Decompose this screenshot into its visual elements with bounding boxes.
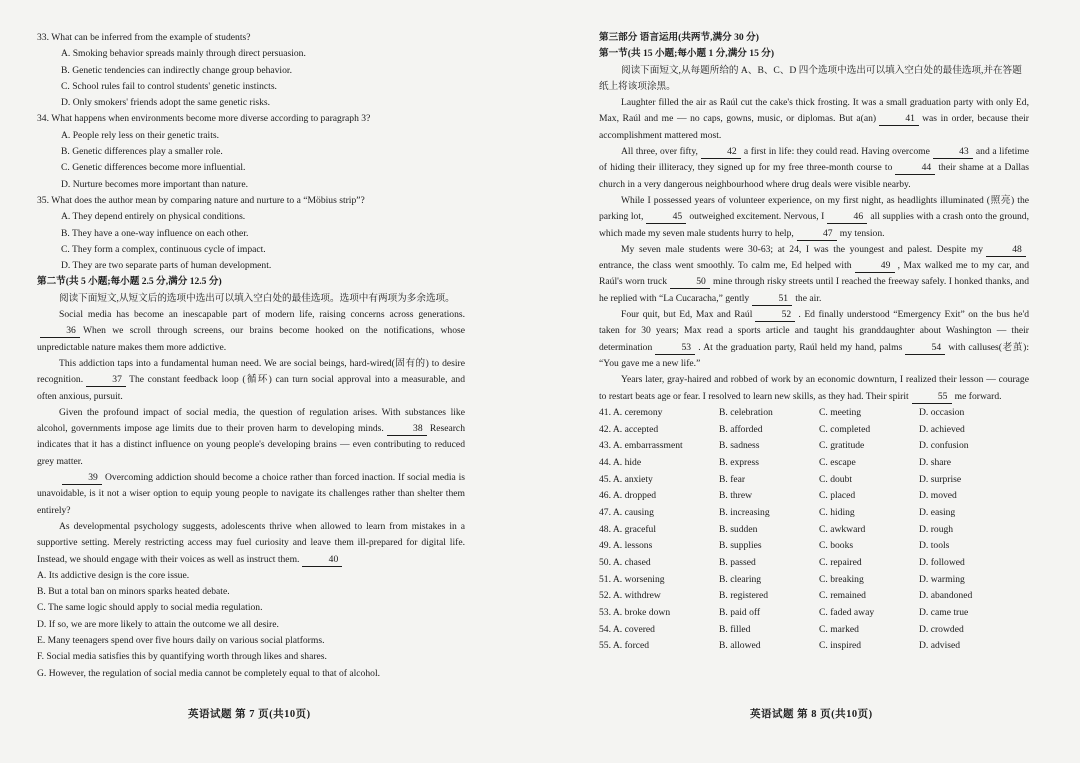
answer-choice: D. advised bbox=[919, 640, 961, 652]
blank-50: 50 bbox=[670, 276, 710, 289]
section-2-instructions: 阅读下面短文,从短文后的选项中选出可以填入空白处的最佳选项。选项中有两项为多余选项。 bbox=[59, 292, 455, 304]
blank-45: 45 bbox=[646, 211, 686, 224]
answer-choice: D. warming bbox=[919, 573, 965, 585]
page-footer-8: 英语试题 第 8 页(共10页) bbox=[750, 709, 873, 720]
answer-row bbox=[599, 455, 1029, 472]
answer-choice: D. occasion bbox=[919, 406, 965, 418]
cloze-text: My seven male students were 30-63; at 24, I was the youngest and palest. Despite my bbox=[621, 243, 983, 255]
question-35 bbox=[37, 193, 465, 274]
question-34 bbox=[37, 111, 465, 192]
answer-row bbox=[599, 555, 1029, 572]
blank-51: 51 bbox=[752, 293, 792, 306]
answer-choice: C. completed bbox=[819, 423, 871, 435]
section-1-instructions: 阅读下面短文,从每题所给的 A、B、C、D 四个选项中选出可以填入空白处的最佳选项,并在答题纸上将该项涂黑。 bbox=[599, 64, 1022, 92]
option-c: C. Genetic differences become more influential. bbox=[61, 162, 246, 174]
cloze-text: . Ed finally understood “Emergency Exit” on the bus he'd taken for 30 years; Max read a sports article and taught his granddaughter about Washington — their determination bbox=[599, 309, 1029, 353]
cloze-text: entrance, the class went smoothly. To calm me, Ed helped with bbox=[599, 260, 852, 272]
section-1-title: 第一节(共 15 小题;每小题 1 分,满分 15 分) bbox=[599, 48, 775, 60]
option-a: A. They depend entirely on physical conditions. bbox=[61, 211, 246, 223]
cloze-text: a first in life: they could read. Having overcome bbox=[743, 146, 930, 158]
blank-39: 39 bbox=[62, 472, 102, 485]
answer-choice: C. repaired bbox=[819, 557, 862, 569]
page-footer-7: 英语试题 第 7 页(共10页) bbox=[188, 709, 311, 720]
answer-choice: D. confusion bbox=[919, 440, 969, 452]
question-33 bbox=[37, 30, 465, 111]
answer-row bbox=[599, 572, 1029, 589]
passage-paragraph bbox=[37, 470, 465, 519]
blank-37: 37 bbox=[86, 374, 126, 387]
answer-row bbox=[599, 472, 1029, 489]
passage-paragraph bbox=[37, 519, 465, 568]
answer-choice: C. awkward bbox=[819, 523, 866, 535]
blank-43: 43 bbox=[933, 146, 973, 159]
option-c: C. The same logic should apply to social media regulation. bbox=[37, 602, 263, 614]
answer-row bbox=[599, 638, 1029, 655]
blank-49: 49 bbox=[855, 260, 895, 273]
blank-52: 52 bbox=[755, 309, 795, 322]
answer-row bbox=[599, 522, 1029, 539]
passage-text: Overcoming addiction should become a choice rather than forced inaction. If social media is unavoidable, is it not a wiser option to equip young people to navigate its challenges rather than shelter them entirely? bbox=[37, 472, 465, 516]
page-8 bbox=[599, 30, 1029, 655]
answer-choice: 52. A. withdrew bbox=[599, 590, 661, 602]
answer-choice: D. followed bbox=[919, 557, 965, 569]
cloze-paragraph bbox=[599, 144, 1029, 193]
answer-row bbox=[599, 538, 1029, 555]
answer-row bbox=[599, 588, 1029, 605]
answer-choice: C. gratitude bbox=[819, 440, 865, 452]
answer-choice: C. breaking bbox=[819, 573, 864, 585]
answer-choice: D. surprise bbox=[919, 473, 962, 485]
passage-paragraph bbox=[37, 405, 465, 470]
cloze-text: their shame at a Dallas church in a very dangerous neighbourhood where drug deals were visible nearby. bbox=[599, 162, 1030, 190]
option-b: B. But a total ban on minors sparks heated debate. bbox=[37, 586, 230, 598]
answer-row bbox=[599, 488, 1029, 505]
answer-choice: B. paid off bbox=[719, 607, 761, 619]
cloze-text: the air. bbox=[795, 292, 822, 304]
answer-choice: B. supplies bbox=[719, 540, 762, 552]
passage-text: Social media has become an inescapable part of modern life, raising concerns across generations. bbox=[59, 309, 465, 321]
reading-passage bbox=[37, 307, 465, 568]
answer-choice: B. sudden bbox=[719, 523, 758, 535]
blank-55: 55 bbox=[912, 391, 952, 404]
answer-choice: B. fear bbox=[719, 473, 746, 485]
blank-38: 38 bbox=[387, 423, 427, 436]
blank-47: 47 bbox=[797, 228, 837, 241]
cloze-paragraph bbox=[599, 307, 1029, 372]
answer-choice: 42. A. accepted bbox=[599, 423, 659, 435]
option-f: F. Social media satisfies this by quantifying worth through likes and shares. bbox=[37, 651, 327, 663]
answer-row bbox=[599, 422, 1029, 439]
question-stem: 35. What does the author mean by comparing nature and nurture to a “Möbius strip”? bbox=[37, 194, 365, 206]
option-d: D. If so, we are more likely to attain the outcome we all desire. bbox=[37, 618, 279, 630]
cloze-text: mine through risky streets until I reached the freeway safely. I honked thanks, and he replied with “La Cucaracha,” gently bbox=[599, 276, 1029, 304]
answer-choice: C. faded away bbox=[819, 607, 875, 619]
blank-54: 54 bbox=[905, 342, 945, 355]
answer-row bbox=[599, 605, 1029, 622]
cloze-text: Laughter filled the air as Raúl cut the cake's thick frosting. It was a small graduation party with only Ed, Max, Raúl and me — no caps, gowns, music, or diplomas. But a(an) bbox=[599, 97, 1029, 125]
answer-row bbox=[599, 438, 1029, 455]
cloze-text: outweighed excitement. Nervous, I bbox=[689, 211, 825, 223]
answer-choice: C. placed bbox=[819, 490, 856, 502]
answer-choice: D. came true bbox=[919, 607, 969, 619]
passage-text: Research indicates that it has a distinct influence on young people's developing brains — even contributing to reduced grey matter. bbox=[37, 423, 465, 467]
answer-choice: D. easing bbox=[919, 506, 956, 518]
option-c: C. They form a complex, continuous cycle of impact. bbox=[61, 243, 266, 255]
answer-choice: C. escape bbox=[819, 456, 856, 468]
option-a: A. Smoking behavior spreads mainly through direct persuasion. bbox=[61, 48, 306, 60]
passage-paragraph bbox=[37, 307, 465, 356]
answer-choice: 55. A. forced bbox=[599, 640, 650, 652]
cloze-text: Years later, gray-haired and robbed of work by an economic downturn, I realized their lesson — courage to restart beats age or fear. I resolved to learn new skills, as they had. Their spirit bbox=[599, 374, 1029, 402]
answer-choice: 54. A. covered bbox=[599, 623, 655, 635]
cloze-paragraph bbox=[599, 193, 1029, 242]
option-c: C. School rules fail to control students' genetic instincts. bbox=[61, 80, 277, 92]
answer-choice: 53. A. broke down bbox=[599, 607, 671, 619]
blank-36: 36 bbox=[40, 325, 80, 338]
cloze-text: While I possessed years of volunteer experience, on my first night, as headlights illuminated (照亮) the parking lot, bbox=[599, 194, 1029, 223]
answer-choice: B. clearing bbox=[719, 573, 762, 585]
cloze-text: , Max walked me to my car, and Raúl's worn truck bbox=[599, 260, 1029, 288]
cloze-text: was in order, because their accomplishment mattered most. bbox=[599, 113, 1029, 141]
answer-choice: B. allowed bbox=[719, 640, 761, 652]
section-2-title: 第二节(共 5 小题;每小题 2.5 分,满分 12.5 分) bbox=[37, 276, 222, 288]
cloze-paragraph bbox=[599, 242, 1029, 307]
option-b: B. Genetic differences play a smaller role. bbox=[61, 146, 223, 158]
cloze-text: Four quit, but Ed, Max and Raúl bbox=[621, 309, 753, 321]
blank-41: 41 bbox=[879, 113, 919, 126]
cloze-passage bbox=[599, 95, 1029, 405]
answer-choice: D. rough bbox=[919, 523, 954, 535]
blank-53: 53 bbox=[655, 342, 695, 355]
answer-choice: B. registered bbox=[719, 590, 769, 602]
answer-choice: C. inspired bbox=[819, 640, 862, 652]
cloze-text: All three, over fifty, bbox=[621, 146, 698, 158]
answer-choice: C. doubt bbox=[819, 473, 853, 485]
cloze-text: . At the graduation party, Raúl held my hand, palms bbox=[698, 341, 903, 353]
option-g: G. However, the regulation of social media cannot be completely equal to that of alcohol. bbox=[37, 667, 381, 679]
answer-choice: 45. A. anxiety bbox=[599, 473, 653, 485]
answer-choice: B. celebration bbox=[719, 406, 773, 418]
answer-choice: 41. A. ceremony bbox=[599, 406, 663, 418]
page-7 bbox=[37, 30, 465, 682]
answer-options-table bbox=[599, 405, 1029, 655]
passage-text: When we scroll through screens, our brains become hooked on the notifications, whose unpredictable nature makes them more addictive. bbox=[37, 325, 465, 353]
answer-choice: D. achieved bbox=[919, 423, 965, 435]
cloze-paragraph bbox=[599, 372, 1029, 405]
passage-paragraph bbox=[37, 356, 465, 405]
answer-row bbox=[599, 405, 1029, 422]
answer-choice: C. hiding bbox=[819, 506, 855, 518]
option-d: D. Nurture becomes more important than nature. bbox=[61, 178, 249, 190]
answer-choice: 46. A. dropped bbox=[599, 490, 657, 502]
answer-choice: C. marked bbox=[819, 623, 859, 635]
answer-choice: 47. A. causing bbox=[599, 506, 654, 518]
cloze-text: all supplies with a crash onto the ground, which made my seven male students hurry to help, bbox=[599, 211, 1029, 239]
option-b: B. Genetic tendencies can indirectly change group behavior. bbox=[61, 64, 292, 76]
answer-choice: D. share bbox=[919, 456, 951, 468]
passage-text: This addiction taps into a fundamental human need. We are social beings, hard-wired(固有的) to desire recognition. bbox=[37, 357, 465, 386]
blank-40: 40 bbox=[302, 554, 342, 567]
answer-choice: 51. A. worsening bbox=[599, 573, 665, 585]
option-b: B. They have a one-way influence on each other. bbox=[61, 227, 249, 239]
answer-choice: C. remained bbox=[819, 590, 866, 602]
answer-choice: D. abandoned bbox=[919, 590, 973, 602]
answer-choice: D. moved bbox=[919, 490, 957, 502]
blank-42: 42 bbox=[701, 146, 741, 159]
answer-choice: 49. A. lessons bbox=[599, 540, 653, 552]
part-3-title: 第三部分 语言运用(共两节,满分 30 分) bbox=[599, 32, 759, 43]
option-a: A. Its addictive design is the core issue. bbox=[37, 569, 190, 581]
cloze-text: me forward. bbox=[954, 390, 1002, 402]
answer-choice: 50. A. chased bbox=[599, 557, 651, 569]
question-stem: 34. What happens when environments become more diverse according to paragraph 3? bbox=[37, 113, 371, 125]
option-a: A. People rely less on their genetic traits. bbox=[61, 129, 219, 141]
answer-choice: B. filled bbox=[719, 623, 751, 635]
answer-choice: B. increasing bbox=[719, 506, 770, 518]
blank-48: 48 bbox=[986, 244, 1026, 257]
option-d: D. They are two separate parts of human development. bbox=[61, 260, 272, 272]
blank-44: 44 bbox=[895, 162, 935, 175]
cloze-paragraph bbox=[599, 95, 1029, 144]
answer-choice: 43. A. embarrassment bbox=[599, 440, 683, 452]
answer-choice: B. threw bbox=[719, 490, 753, 502]
passage-text: Given the profound impact of social media, the question of regulation arises. With substances like alcohol, governments impose age limits due to their proven harm to developing minds. bbox=[37, 406, 465, 435]
passage-text: The constant feedback loop (循环) can turn social approval into a measurable, and often anxious, pursuit. bbox=[37, 374, 465, 402]
cloze-text: my tension. bbox=[839, 227, 885, 239]
question-stem: 33. What can be inferred from the example of students? bbox=[37, 32, 251, 43]
answer-choice: B. express bbox=[719, 456, 759, 468]
option-d: D. Only smokers' friends adopt the same genetic risks. bbox=[61, 97, 271, 109]
cloze-text: with calluses(老茧): “You gave me a new life.” bbox=[599, 341, 1029, 369]
answer-choice: C. meeting bbox=[819, 406, 862, 418]
cloze-text: and a lifetime of hiding their illiteracy, they signed up for my free three-month course to bbox=[599, 146, 1029, 174]
answer-choice: B. sadness bbox=[719, 440, 760, 452]
answer-choice: C. books bbox=[819, 540, 854, 552]
answer-choice: 48. A. graceful bbox=[599, 523, 657, 535]
answer-choice: D. tools bbox=[919, 540, 950, 552]
answer-choice: 44. A. hide bbox=[599, 456, 642, 468]
answer-choice: B. afforded bbox=[719, 423, 763, 435]
answer-row bbox=[599, 505, 1029, 522]
passage-text: As developmental psychology suggests, adolescents thrive when allowed to learn from mistakes in a supportive setting. Merely restricting access may fuel curiosity and leave them ill-prepared for digital life. Instead, we should engage with their voices as well as instruct them. bbox=[37, 520, 465, 565]
blank-46: 46 bbox=[827, 211, 867, 224]
answer-row bbox=[599, 622, 1029, 639]
answer-choice: D. crowded bbox=[919, 623, 964, 635]
answer-choice: B. passed bbox=[719, 557, 756, 569]
seven-choice-options bbox=[37, 568, 465, 682]
option-e: E. Many teenagers spend over five hours daily on various social platforms. bbox=[37, 634, 325, 646]
